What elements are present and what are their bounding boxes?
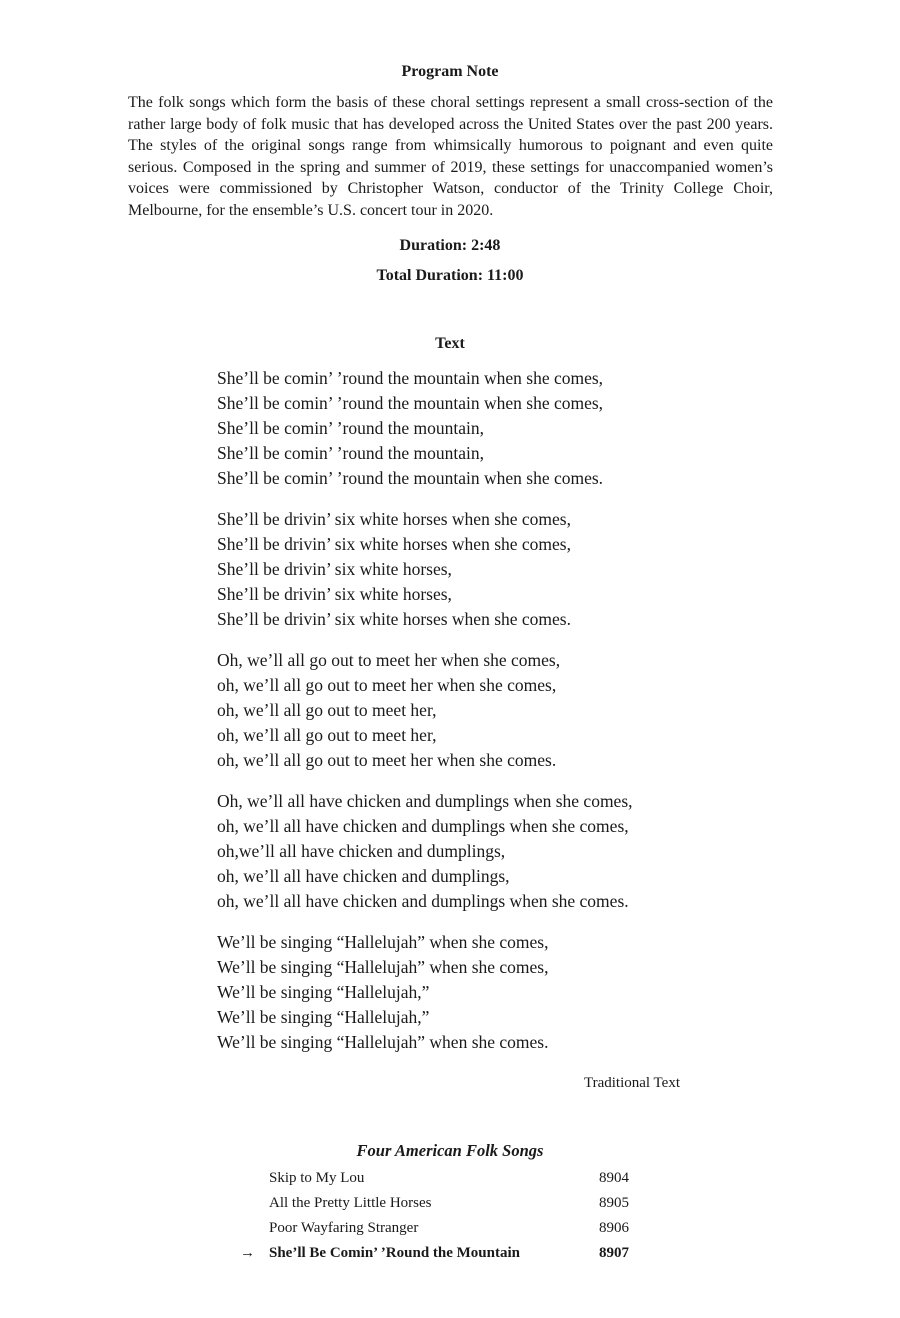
series-item bbox=[240, 1191, 660, 1216]
lyric-line: She’ll be drivin’ six white horses, bbox=[217, 584, 452, 604]
lyric-line: oh, we’ll all go out to meet her when she comes. bbox=[217, 750, 557, 770]
text-credit: Traditional Text bbox=[583, 1075, 680, 1091]
lyric-line: We’ll be singing “Hallelujah” when she comes. bbox=[217, 1032, 549, 1052]
series-item bbox=[240, 1216, 660, 1241]
lyric-line: She’ll be drivin’ six white horses, bbox=[217, 559, 452, 579]
lyric-line: She’ll be drivin’ six white horses when she comes, bbox=[217, 534, 571, 554]
lyric-line: We’ll be singing “Hallelujah,” bbox=[217, 1007, 430, 1027]
stanza bbox=[217, 366, 737, 491]
series-item-number: 8905 bbox=[599, 1195, 629, 1211]
lyric-line: She’ll be comin’ ’round the mountain when she comes. bbox=[217, 468, 604, 488]
lyrics bbox=[217, 366, 737, 1071]
lyric-line: She’ll be comin’ ’round the mountain when she comes, bbox=[217, 368, 604, 388]
program-note-heading: Program Note bbox=[401, 63, 499, 80]
lyric-line: oh, we’ll all have chicken and dumplings when she comes, bbox=[217, 816, 629, 836]
series-item-number: 8907 bbox=[599, 1245, 629, 1261]
lyric-line: oh, we’ll all go out to meet her, bbox=[217, 700, 437, 720]
series-item-number: 8904 bbox=[599, 1170, 629, 1186]
lyric-line: oh,we’ll all have chicken and dumplings, bbox=[217, 841, 506, 861]
text-heading: Text bbox=[435, 335, 465, 352]
lyric-line: She’ll be drivin’ six white horses when she comes, bbox=[217, 509, 571, 529]
series-item bbox=[240, 1166, 660, 1191]
lyric-line: She’ll be comin’ ’round the mountain, bbox=[217, 418, 484, 438]
lyric-line: oh, we’ll all go out to meet her, bbox=[217, 725, 437, 745]
series-item-name: Poor Wayfaring Stranger bbox=[269, 1220, 419, 1236]
series-title: Four American Folk Songs bbox=[356, 1141, 544, 1160]
series-item-name: She’ll Be Comin’ ’Round the Mountain bbox=[269, 1245, 521, 1261]
stanza bbox=[217, 507, 737, 632]
series-item-number: 8906 bbox=[599, 1220, 629, 1236]
stanza bbox=[217, 930, 737, 1055]
duration: Duration: 2:48 bbox=[399, 237, 501, 254]
lyric-line: oh, we’ll all have chicken and dumplings, bbox=[217, 866, 510, 886]
lyric-line: We’ll be singing “Hallelujah” when she comes, bbox=[217, 932, 549, 952]
total-duration: Total Duration: 11:00 bbox=[376, 267, 524, 284]
lyric-line: She’ll be drivin’ six white horses when she comes. bbox=[217, 609, 571, 629]
series-item-name: Skip to My Lou bbox=[269, 1170, 365, 1186]
arrow-right-icon: → bbox=[240, 1245, 255, 1261]
series-item-current bbox=[240, 1241, 660, 1266]
lyric-line: oh, we’ll all go out to meet her when she comes, bbox=[217, 675, 557, 695]
lyric-line: She’ll be comin’ ’round the mountain, bbox=[217, 443, 484, 463]
lyric-line: Oh, we’ll all go out to meet her when she comes, bbox=[217, 650, 561, 670]
lyric-line: oh, we’ll all have chicken and dumplings when she comes. bbox=[217, 891, 629, 911]
lyric-line: We’ll be singing “Hallelujah” when she comes, bbox=[217, 957, 549, 977]
lyric-line: Oh, we’ll all have chicken and dumplings when she comes, bbox=[217, 791, 633, 811]
lyric-line: We’ll be singing “Hallelujah,” bbox=[217, 982, 430, 1002]
program-note-body: The folk songs which form the basis of these choral settings represent a small cross-section of the rather large body of folk music that has developed across the United States over the past 200 years. The styles of the original songs range from whimsically humorous to poignant and even quite serious. Composed in the spring and summer of 2019, these settings for unaccompanied women’s voices were commissioned by Christopher Watson, conductor of the Trinity College Choir, Melbourne, for the ensemble’s U.S. concert tour in 2020. bbox=[128, 94, 773, 219]
lyric-line: She’ll be comin’ ’round the mountain when she comes, bbox=[217, 393, 604, 413]
stanza bbox=[217, 648, 737, 773]
series-list bbox=[240, 1166, 660, 1266]
series-item-name: All the Pretty Little Horses bbox=[269, 1195, 432, 1211]
stanza bbox=[217, 789, 737, 914]
